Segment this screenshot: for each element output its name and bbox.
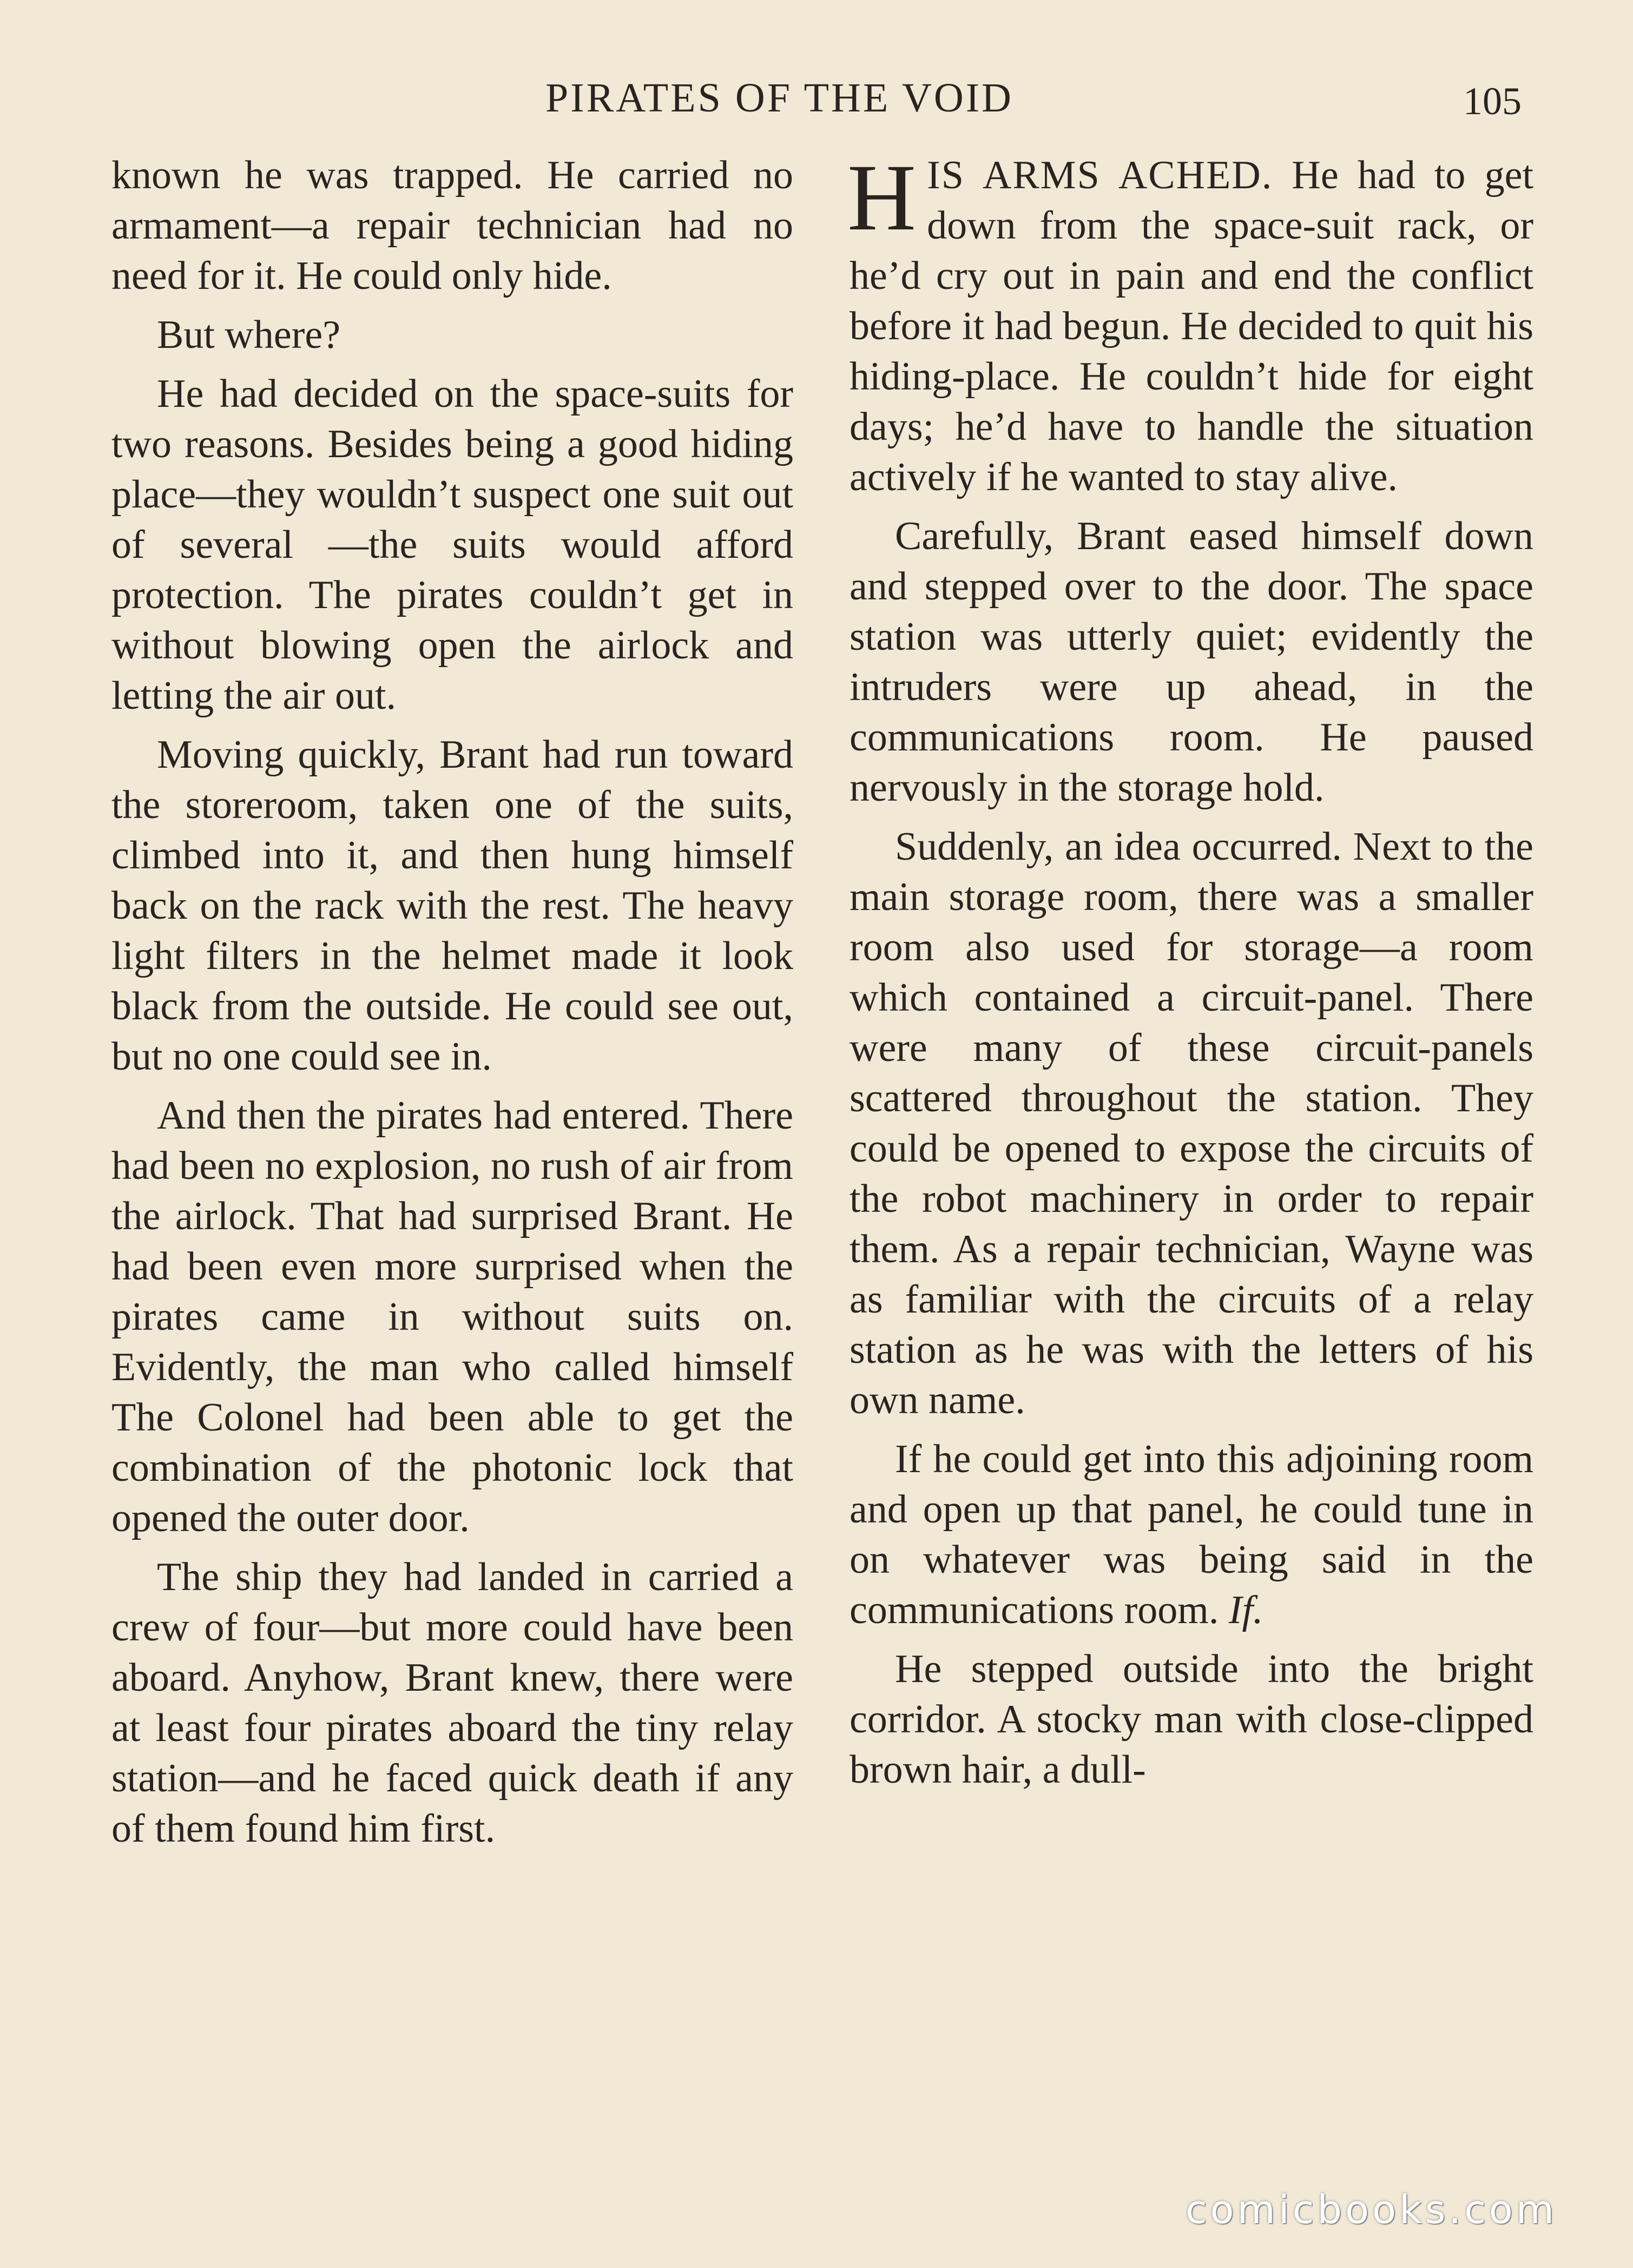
italic-text: If. (1228, 1588, 1263, 1632)
paragraph: But where? (157, 313, 341, 357)
paragraph: Moving quickly, Brant had run toward the storeroom, taken one of the suits, climbed into it, and then hung himself back on the rack with the rest. The heavy light filters in the helmet made it look black from the outside. He could see out, but no one could see in. (111, 733, 793, 1079)
paragraph-text: He had to get down from the space-suit rack, or he’d cry out in pain and end the conflict before it had begun. He decided to quit his hiding-place. He couldn’t hide for eight days; he’d have to handle the situation actively if he wanted to stay alive. (850, 153, 1533, 499)
paragraph: He had decided on the space-suits for two reasons. Besides being a good hiding place—they wouldn’t suspect one suit out of several —the suits would afford protection. The pirates couldn’t get in without blowing open the airlock and letting the air out. (111, 372, 793, 718)
left-text-column (111, 150, 793, 1863)
lead-in-caps: IS ARMS ACHED. (927, 153, 1273, 197)
paragraph-text: If he could get into this adjoining room and open up that panel, he could tune in on whatever was being said in the communications room. (850, 1437, 1533, 1632)
drop-cap: H (847, 145, 917, 250)
right-text-column (847, 145, 1533, 1804)
paragraph: And then the pirates had entered. There had been no explosion, no rush of air from the airlock. That had surprised Brant. He had been even more surprised when the pirates came in without suits on. Evidently, the man who called himself The Colonel had been able to get the combination of the photonic lock that opened the outer door. (111, 1093, 793, 1540)
watermark: comicbooks.com (1185, 2187, 1557, 2232)
paragraph: Suddenly, an idea occurred. Next to the main storage room, there was a smaller room also used for storage—a room which contained a circuit-panel. There were many of these circuit-panels scattered throughout the station. They could be opened to expose the circuits of the robot machinery in order to repair them. As a repair technician, Wayne was as familiar with the circuits of a relay station as he was with the letters of his own name. (850, 825, 1533, 1422)
running-title: PIRATES OF THE VOID (545, 75, 1013, 121)
paragraph: He stepped outside into the bright corridor. A stocky man with close-clipped brown hair, a dull- (850, 1647, 1533, 1792)
paragraph: Carefully, Brant eased himself down and stepped over to the door. The space station was utterly quiet; evidently the intruders were up ahead, in the communications room. He paused nervously in the storage hold. (850, 514, 1533, 810)
page-number: 105 (1463, 80, 1522, 123)
paragraph (850, 1434, 1533, 1636)
paragraph: known he was trapped. He carried no armament—a repair technician had no need for it. He could only hide. (111, 153, 793, 298)
section-opening-paragraph (847, 145, 1533, 503)
paragraph: The ship they had landed in carried a crew of four—but more could have been aboard. Anyhow, Brant knew, there were at least four pirates aboard the tiny relay station—and he faced quick death if any of them found him first. (111, 1555, 793, 1851)
